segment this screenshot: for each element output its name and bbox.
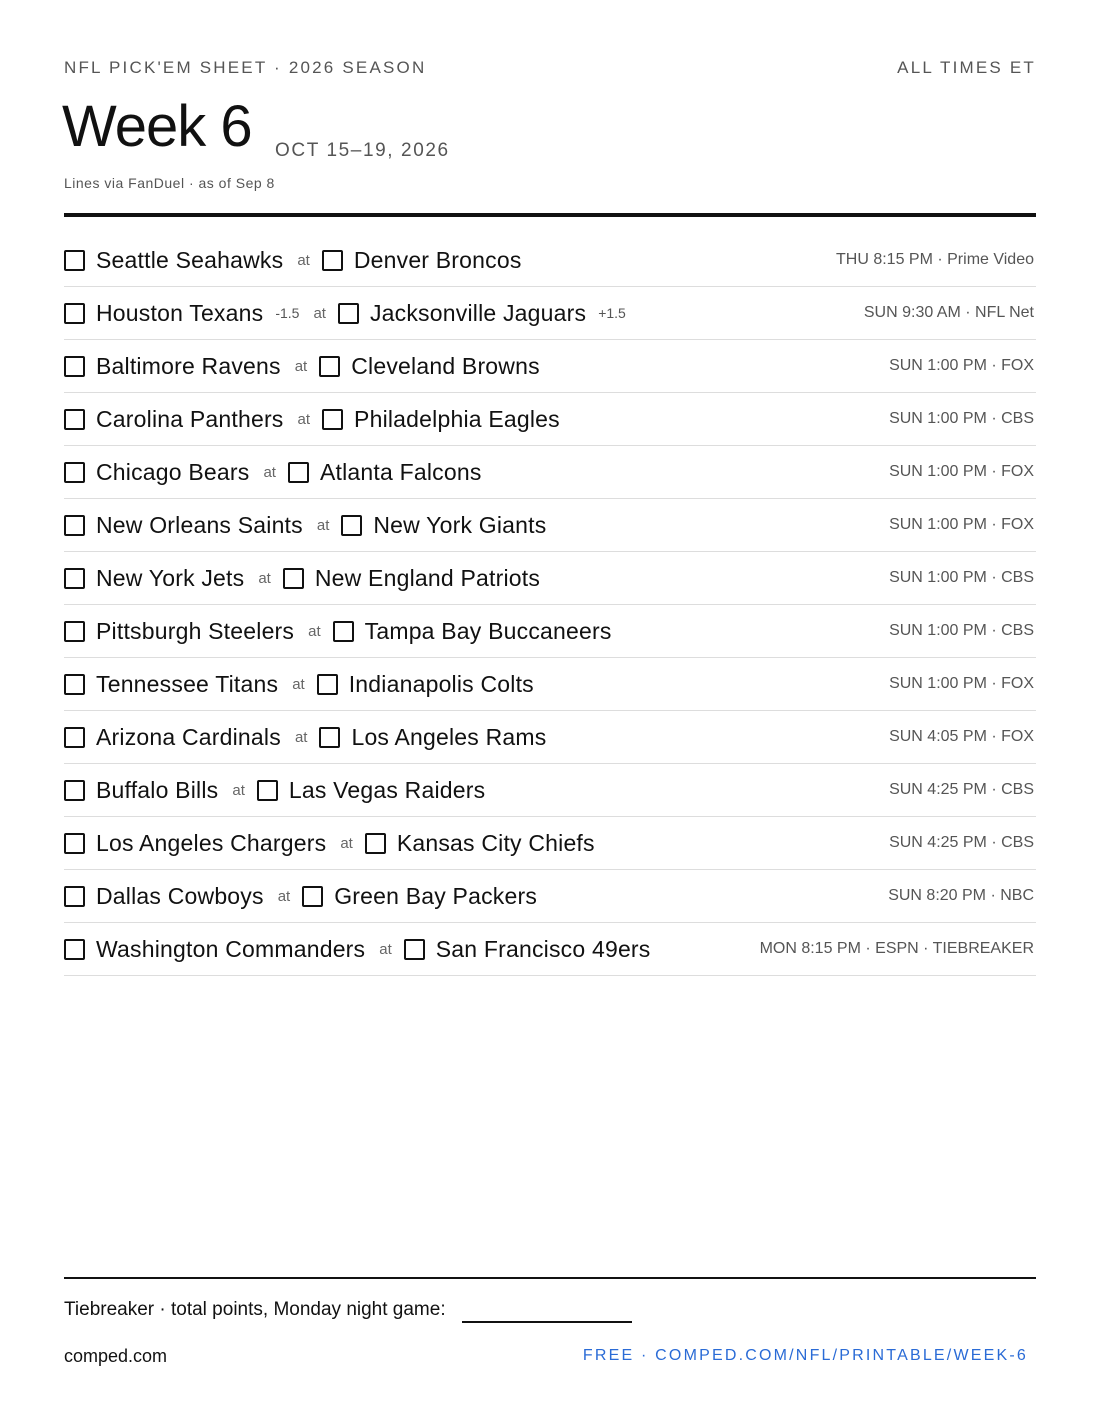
away-team-name: Washington Commanders — [96, 935, 366, 962]
kickoff-info: MON 8:15 PM · ESPN · TIEBREAKER — [759, 940, 1034, 957]
footer-divider — [64, 1277, 1036, 1279]
away-pick-checkbox[interactable] — [64, 250, 85, 271]
away-pick-checkbox[interactable] — [64, 621, 85, 642]
game-row — [64, 340, 1036, 393]
home-pick-checkbox[interactable] — [319, 356, 340, 377]
home-team-name: Atlanta Falcons — [319, 458, 482, 485]
kickoff-info: SUN 4:25 PM · CBS — [889, 781, 1034, 798]
at-connector: at — [292, 675, 305, 693]
away-team-name: Pittsburgh Steelers — [96, 617, 295, 644]
site-name: comped.com — [64, 1346, 168, 1366]
home-team-name: New England Patriots — [314, 564, 541, 591]
at-connector: at — [316, 516, 330, 534]
at-connector: at — [297, 251, 310, 269]
kickoff-info: SUN 1:00 PM · FOX — [889, 675, 1034, 692]
tiebreaker-line — [64, 1299, 632, 1325]
away-pick-checkbox[interactable] — [64, 462, 85, 483]
game-row — [64, 446, 1036, 499]
away-team-name: Houston Texans — [96, 299, 264, 326]
home-pick-checkbox[interactable] — [404, 939, 425, 960]
away-pick-checkbox[interactable] — [64, 303, 85, 324]
away-pick-checkbox[interactable] — [64, 409, 85, 430]
kickoff-info: SUN 4:25 PM · CBS — [889, 834, 1034, 851]
game-row — [64, 923, 1036, 976]
home-pick-checkbox[interactable] — [257, 780, 278, 801]
home-team-name: Tampa Bay Buccaneers — [364, 617, 612, 644]
home-team-name: New York Giants — [373, 511, 547, 538]
away-pick-checkbox[interactable] — [64, 780, 85, 801]
kickoff-info: SUN 4:05 PM · FOX — [889, 728, 1034, 745]
kickoff-info: SUN 1:00 PM · FOX — [889, 516, 1034, 533]
at-connector: at — [294, 728, 308, 746]
away-pick-checkbox[interactable] — [64, 727, 85, 748]
kickoff-info: SUN 1:00 PM · CBS — [889, 410, 1034, 427]
away-team-name: Chicago Bears — [96, 458, 250, 485]
game-row — [64, 552, 1036, 605]
lines-note: Lines via FanDuel · as of Sep 8 — [64, 175, 275, 191]
times-note: ALL TIMES ET — [897, 58, 1036, 77]
game-row — [64, 393, 1036, 446]
games-list — [64, 234, 1036, 976]
home-team-name: Philadelphia Eagles — [354, 405, 560, 432]
away-pick-checkbox[interactable] — [64, 886, 85, 907]
game-row — [64, 711, 1036, 764]
away-pick-checkbox[interactable] — [64, 674, 85, 695]
away-team-name: Dallas Cowboys — [96, 882, 264, 909]
home-team-name: Indianapolis Colts — [348, 670, 534, 697]
home-pick-checkbox[interactable] — [288, 462, 309, 483]
at-connector: at — [313, 304, 326, 322]
header-top-row — [64, 58, 1036, 78]
at-connector: at — [277, 887, 291, 905]
home-pick-checkbox[interactable] — [322, 250, 343, 271]
at-connector: at — [263, 463, 276, 481]
title-row — [64, 92, 1036, 162]
home-team-name: Jacksonville Jaguars — [369, 299, 587, 326]
kickoff-info: SUN 1:00 PM · FOX — [889, 357, 1034, 374]
home-team-name: Green Bay Packers — [334, 882, 538, 909]
away-team-name: Arizona Cardinals — [96, 723, 281, 750]
sheet-label: NFL PICK'EM SHEET · 2026 SEASON — [64, 58, 427, 77]
at-connector: at — [232, 781, 245, 799]
home-team-name: Kansas City Chiefs — [396, 829, 595, 856]
kickoff-info: SUN 1:00 PM · CBS — [889, 569, 1034, 586]
away-team-name: New Orleans Saints — [96, 511, 303, 538]
game-row — [64, 817, 1036, 870]
away-team-name: Seattle Seahawks — [96, 246, 284, 273]
home-pick-checkbox[interactable] — [302, 886, 323, 907]
home-pick-checkbox[interactable] — [333, 621, 354, 642]
at-connector: at — [340, 834, 353, 852]
home-pick-checkbox[interactable] — [365, 833, 386, 854]
home-pick-checkbox[interactable] — [319, 727, 340, 748]
at-connector: at — [308, 622, 321, 640]
away-pick-checkbox[interactable] — [64, 568, 85, 589]
away-team-name: Carolina Panthers — [96, 405, 284, 432]
away-spread: -1.5 — [275, 305, 300, 321]
home-pick-checkbox[interactable] — [317, 674, 338, 695]
game-row — [64, 234, 1036, 287]
kickoff-info: SUN 1:00 PM · CBS — [889, 622, 1034, 639]
page-title: Week 6 — [62, 94, 252, 159]
game-row — [64, 658, 1036, 711]
home-team-name: San Francisco 49ers — [435, 935, 651, 962]
home-spread: +1.5 — [598, 305, 626, 321]
date-range: OCT 15–19, 2026 — [275, 140, 450, 161]
home-team-name: Los Angeles Rams — [351, 723, 547, 750]
game-row — [64, 499, 1036, 552]
game-row — [64, 605, 1036, 658]
kickoff-info: SUN 1:00 PM · FOX — [889, 463, 1034, 480]
away-team-name: Tennessee Titans — [96, 670, 279, 697]
away-pick-checkbox[interactable] — [64, 515, 85, 536]
away-team-name: Los Angeles Chargers — [96, 829, 327, 856]
at-connector: at — [379, 940, 392, 958]
home-team-name: Cleveland Browns — [351, 352, 540, 379]
home-pick-checkbox[interactable] — [283, 568, 304, 589]
home-team-name: Las Vegas Raiders — [288, 776, 486, 803]
home-team-name: Denver Broncos — [353, 246, 522, 273]
kickoff-info: SUN 8:20 PM · NBC — [888, 887, 1034, 904]
printable-url-link[interactable]: FREE · COMPED.COM/NFL/PRINTABLE/WEEK-6 — [582, 1347, 1028, 1364]
header-divider — [64, 213, 1036, 217]
away-team-name: Buffalo Bills — [96, 776, 219, 803]
at-connector: at — [294, 357, 308, 375]
at-connector: at — [297, 410, 311, 428]
home-pick-checkbox[interactable] — [338, 303, 359, 324]
home-pick-checkbox[interactable] — [341, 515, 362, 536]
away-pick-checkbox[interactable] — [64, 356, 85, 377]
game-row — [64, 764, 1036, 817]
away-pick-checkbox[interactable] — [64, 833, 85, 854]
kickoff-info: SUN 9:30 AM · NFL Net — [863, 304, 1034, 321]
home-pick-checkbox[interactable] — [322, 409, 343, 430]
kickoff-info: THU 8:15 PM · Prime Video — [836, 251, 1034, 268]
tiebreaker-label: Tiebreaker · total points, Monday night game: — [64, 1299, 446, 1320]
at-connector: at — [258, 569, 271, 587]
pickem-sheet — [64, 0, 1036, 1425]
away-pick-checkbox[interactable] — [64, 939, 85, 960]
game-row — [64, 287, 1036, 340]
away-team-name: New York Jets — [96, 564, 245, 591]
game-row — [64, 870, 1036, 923]
away-team-name: Baltimore Ravens — [96, 352, 281, 379]
tiebreaker-input[interactable] — [462, 1299, 632, 1323]
